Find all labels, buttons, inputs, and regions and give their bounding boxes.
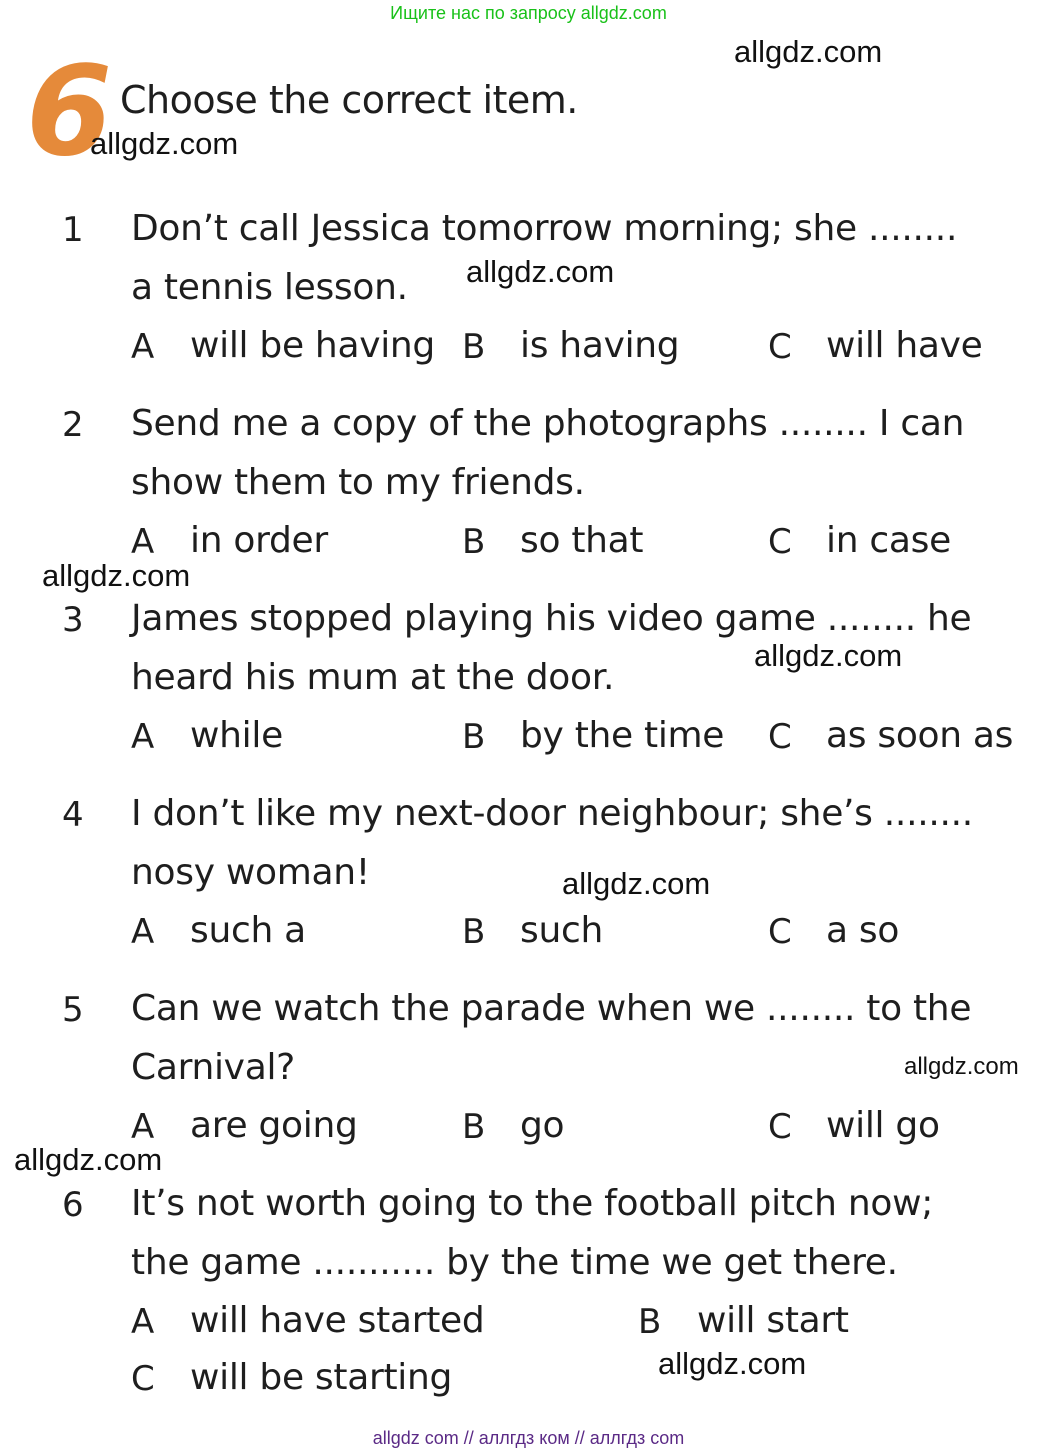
question-text: the game ........... by the time we get there.	[131, 1242, 898, 1283]
option-letter-a: A	[131, 1107, 155, 1147]
header-search-link[interactable]: Ищите нас по запросу allgdz.com	[390, 3, 667, 23]
option-letter-a: A	[131, 912, 155, 952]
option-letter-c: C	[768, 522, 792, 562]
option-letter-c: C	[768, 1107, 792, 1147]
question-text: nosy woman!	[131, 852, 370, 893]
question-text: James stopped playing his video game ........ he	[131, 598, 972, 639]
option-c[interactable]: as soon as	[826, 715, 1014, 756]
watermark: allgdz.com	[734, 34, 883, 69]
option-b[interactable]: by the time	[520, 715, 725, 756]
option-letter-a: A	[131, 1302, 155, 1342]
option-letter-c: C	[768, 327, 792, 367]
option-a[interactable]: will have started	[190, 1300, 485, 1341]
exercise-number: 6	[26, 40, 113, 184]
option-c[interactable]: will go	[826, 1105, 940, 1146]
option-c[interactable]: will have	[826, 325, 983, 366]
question-text: a tennis lesson.	[131, 267, 408, 308]
watermark: allgdz.com	[754, 638, 903, 673]
option-letter-b: B	[462, 327, 486, 367]
option-c[interactable]: will be starting	[190, 1357, 453, 1398]
option-a[interactable]: in order	[190, 520, 328, 561]
option-letter-b: B	[462, 912, 486, 952]
option-letter-c: C	[131, 1359, 155, 1399]
question-text: Send me a copy of the photographs ........ I can	[131, 403, 965, 444]
option-letter-b: B	[462, 522, 486, 562]
option-b[interactable]: is having	[520, 325, 680, 366]
question-text: It’s not worth going to the football pitch now;	[131, 1183, 934, 1224]
option-c[interactable]: a so	[826, 910, 900, 951]
option-a[interactable]: such a	[190, 910, 306, 951]
exercise-title: Choose the correct item.	[120, 78, 578, 122]
question-number: 3	[62, 600, 84, 640]
footer-links[interactable]: allgdz com // аллгдз ком // аллгдз com	[372, 1428, 685, 1448]
option-b[interactable]: will start	[697, 1300, 849, 1341]
option-b[interactable]: such	[520, 910, 603, 951]
option-a[interactable]: are going	[190, 1105, 358, 1146]
option-letter-c: C	[768, 912, 792, 952]
option-a[interactable]: while	[190, 715, 283, 756]
option-a[interactable]: will be having	[190, 325, 435, 366]
option-letter-a: A	[131, 327, 155, 367]
watermark: allgdz.com	[42, 558, 191, 593]
question-number: 2	[62, 405, 84, 445]
question-number: 4	[62, 795, 84, 835]
question-number: 5	[62, 990, 84, 1030]
question-text: I don’t like my next-door neighbour; she’s ........	[131, 793, 973, 834]
question-number: 6	[62, 1185, 84, 1225]
watermark: allgdz.com	[562, 866, 711, 901]
question-text: Carnival?	[131, 1047, 295, 1088]
question-text: heard his mum at the door.	[131, 657, 615, 698]
watermark: allgdz.com	[904, 1053, 1019, 1080]
watermark: allgdz.com	[658, 1346, 807, 1381]
question-number: 1	[62, 210, 84, 250]
option-c[interactable]: in case	[826, 520, 951, 561]
option-letter-a: A	[131, 717, 155, 757]
option-b[interactable]: so that	[520, 520, 644, 561]
option-letter-c: C	[768, 717, 792, 757]
question-text: show them to my friends.	[131, 462, 585, 503]
option-letter-a: A	[131, 522, 155, 562]
question-text: Can we watch the parade when we ........ to the	[131, 988, 972, 1029]
option-b[interactable]: go	[520, 1105, 565, 1146]
watermark: allgdz.com	[14, 1142, 163, 1177]
watermark: allgdz.com	[466, 254, 615, 289]
option-letter-b: B	[638, 1302, 662, 1342]
question-text: Don’t call Jessica tomorrow morning; she ........	[131, 208, 958, 249]
watermark: allgdz.com	[90, 126, 239, 161]
option-letter-b: B	[462, 1107, 486, 1147]
option-letter-b: B	[462, 717, 486, 757]
